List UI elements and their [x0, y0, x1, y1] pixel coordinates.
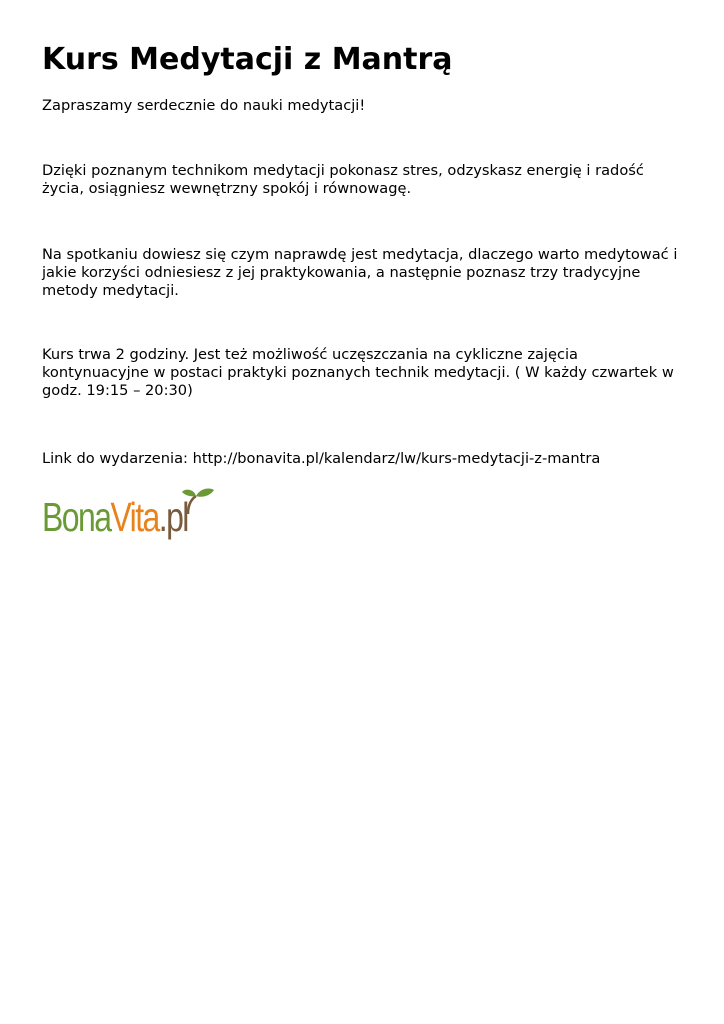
logo-part-pl: .pl — [158, 494, 188, 540]
event-link-paragraph: Link do wydarzenia: http://bonavita.pl/kalendarz/lw/kurs-medytacji-z-mantra — [42, 450, 601, 467]
bonavita-logo — [42, 486, 222, 552]
logo-part-bona: Bona — [42, 494, 111, 540]
intro-paragraph: Zapraszamy serdecznie do nauki medytacji! — [42, 97, 366, 114]
page-title: Kurs Medytacji z Mantrą — [42, 42, 453, 77]
logo-part-vita: Vita — [110, 494, 159, 540]
course-duration-paragraph: Kurs trwa 2 godziny. Jest też możliwość uczęszczania na cykliczne zajęcia kontynuacyjne w postaci praktyki poznanych technik medytacji. ( W każdy czwartek w godz. 19:15 – 20:30) — [42, 346, 674, 399]
leaf-sprout-icon — [180, 486, 216, 516]
logo-wordmark — [42, 492, 188, 542]
benefits-paragraph: Dzięki poznanym technikom medytacji pokonasz stres, odzyskasz energię i radość życia, osiągniesz wewnętrzny spokój i równowagę. — [42, 162, 644, 197]
meeting-description-paragraph: Na spotkaniu dowiesz się czym naprawdę jest medytacja, dlaczego warto medytować i jakie korzyści odniesiesz z jej praktykowania, a następnie poznasz trzy tradycyjne metody medytacji. — [42, 246, 678, 299]
